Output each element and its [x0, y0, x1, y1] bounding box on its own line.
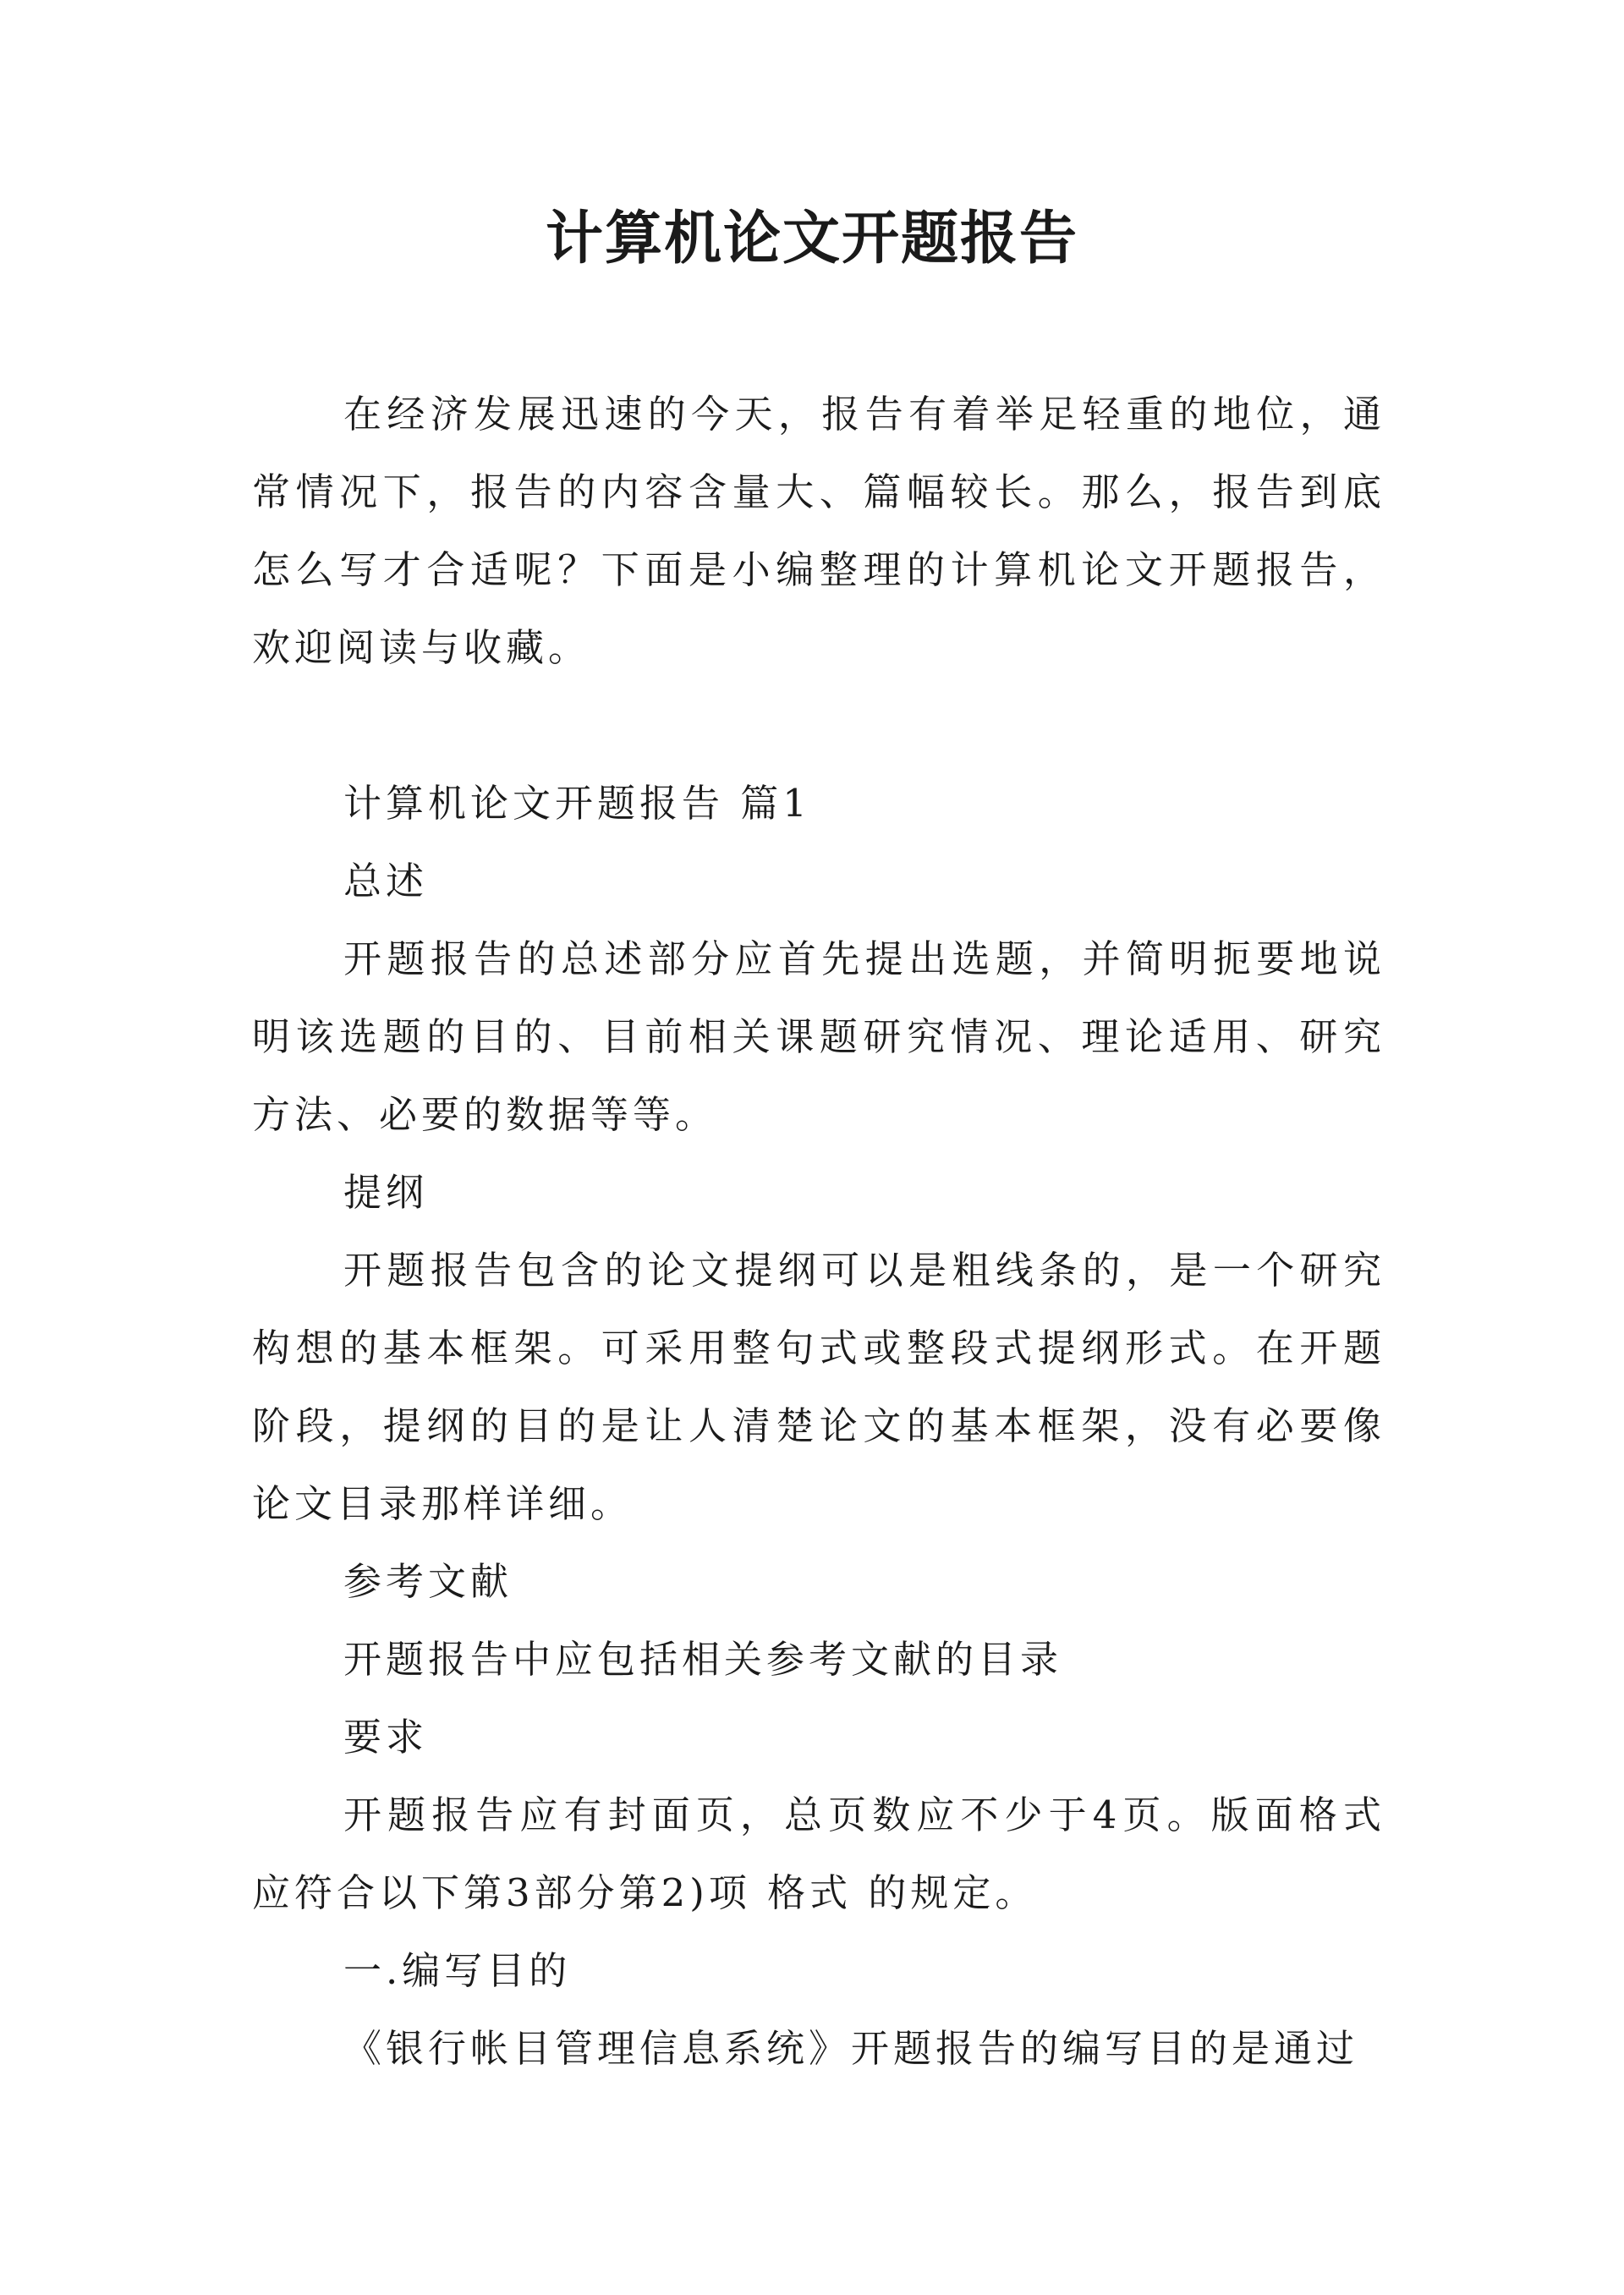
heading-purpose: 一.编写目的 — [343, 1948, 572, 1993]
overview-paragraph: 开题报告的总述部分应首先提出选题，并简明扼要地说明该选题的目的、目前相关课题研究情况、理论适用、研究方法、必要的数据等等。 — [252, 936, 1385, 1137]
heading-requirements: 要求 — [343, 1715, 429, 1760]
intro-paragraph: 在经济发展迅速的今天，报告有着举足轻重的地位，通常情况下，报告的内容含量大、篇幅较长。那么，报告到底怎么写才合适呢？下面是小编整理的计算机论文开题报告，欢迎阅读与收藏。 — [252, 392, 1385, 670]
purpose-paragraph: 《银行帐目管理信息系统》开题报告的编写目的是通过 — [343, 2026, 1359, 2071]
section-heading-part1: 计算机论文开题报告 篇1 — [343, 781, 811, 826]
references-paragraph: 开题报告中应包括相关参考文献的目录 — [343, 1637, 1063, 1682]
heading-outline: 提纲 — [343, 1170, 429, 1215]
document-body — [252, 376, 1385, 2088]
heading-overview: 总述 — [343, 859, 429, 903]
document-title: 计算机论文开题报告 — [545, 206, 1078, 272]
requirements-paragraph: 开题报告应有封面页，总页数应不少于4页。版面格式应符合以下第3部分第2)项 格式 的规定。 — [252, 1793, 1385, 1915]
heading-references: 参考文献 — [343, 1559, 513, 1604]
outline-paragraph: 开题报告包含的论文提纲可以是粗线条的，是一个研究构想的基本框架。可采用整句式或整段式提纲形式。在开题阶段，提纲的目的是让人清楚论文的基本框架，没有必要像论文目录那样详细。 — [252, 1248, 1385, 1526]
